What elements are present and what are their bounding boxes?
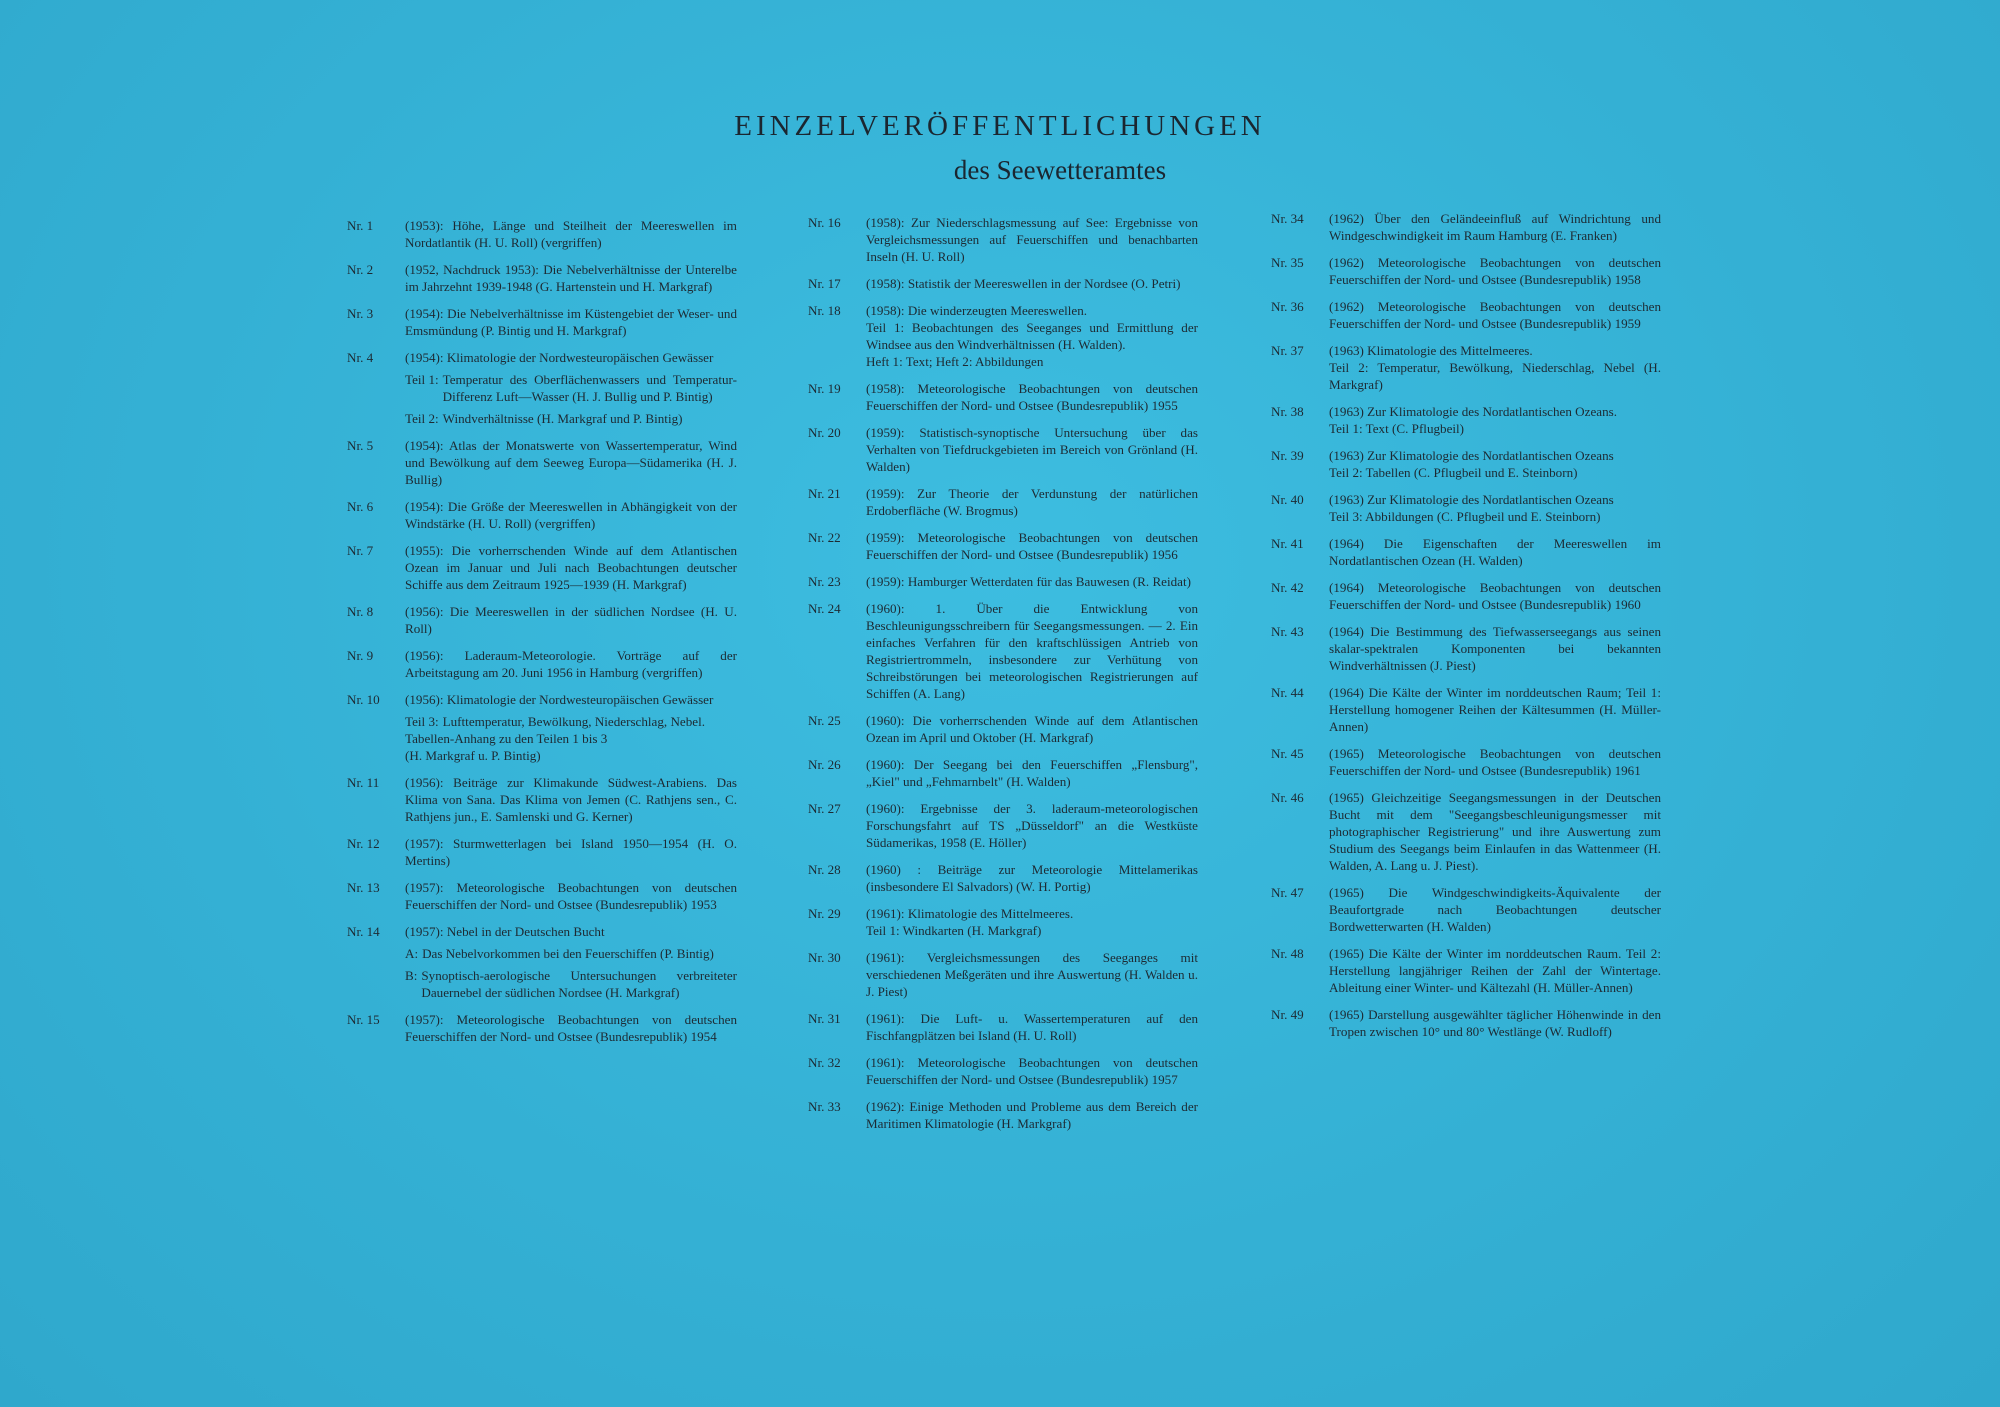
- publication-entry: [347, 603, 737, 637]
- publication-text: (1962): Einige Methoden und Probleme aus dem Bereich der Maritimen Klimatologie (H. Markgraf): [866, 1099, 1198, 1131]
- publication-entry: [347, 498, 737, 532]
- publication-entry: [347, 1011, 737, 1045]
- publication-entry: [808, 275, 1198, 292]
- publication-body: [405, 542, 737, 593]
- publication-body: [1329, 210, 1661, 244]
- publication-number: Nr. 16: [808, 215, 841, 230]
- publication-number: Nr. 23: [808, 574, 841, 589]
- publication-text: (1964) Die Bestimmung des Tiefwasserseegangs aus seinen skalar-spektralen Komponenten bei bekannten Windverhältnissen (J. Piest): [1329, 624, 1661, 673]
- publication-text: (1954): Klimatologie der Nordwesteuropäischen Gewässer: [405, 350, 714, 365]
- publication-body: [1329, 254, 1661, 288]
- publication-body: [866, 861, 1198, 895]
- publication-number: Nr. 35: [1271, 255, 1304, 270]
- publication-text: (1960) : Beiträge zur Meteorologie Mittelamerikas (insbesondere El Salvadors) (W. H. Portig): [866, 862, 1198, 894]
- publication-part-label: B:: [405, 968, 418, 983]
- publication-body: [1329, 945, 1661, 996]
- publication-part-label: Teil 1:: [405, 372, 439, 387]
- publication-column-3: [1271, 210, 1661, 1050]
- publication-body: [405, 261, 737, 295]
- publication-text: (1961): Die Luft- u. Wassertemperaturen auf den Fischfangplätzen bei Island (H. U. Roll): [866, 1011, 1198, 1043]
- publication-text: (1958): Meteorologische Beobachtungen von deutschen Feuerschiffen der Nord- und Ostsee (Bundesrepublik) 1955: [866, 381, 1198, 413]
- publication-entry: [347, 647, 737, 681]
- publication-entry: [808, 424, 1198, 475]
- publication-text: (1956): Beiträge zur Klimakunde Südwest-Arabiens. Das Klima von Sana. Das Klima von Jemen (C. Rathjens sen., C. Rathjens jun., E. Samlenski und G. Kerner): [405, 775, 737, 824]
- publication-body: [866, 424, 1198, 475]
- publication-entry: [808, 756, 1198, 790]
- publication-number: Nr. 46: [1271, 790, 1304, 805]
- publication-number: Nr. 12: [347, 836, 380, 851]
- publication-column-1: [347, 217, 737, 1055]
- publication-body: [1329, 403, 1661, 437]
- publication-text: (1958): Zur Niederschlagsmessung auf See: Ergebnisse von Vergleichsmessungen auf Feuerschiffen und benachbarten Inseln (H. U. Roll): [866, 215, 1198, 264]
- publication-number: Nr. 30: [808, 950, 841, 965]
- publication-entry: [808, 302, 1198, 370]
- publication-text: (1961): Vergleichsmessungen des Seeganges mit verschiedenen Meßgeräten und ihre Auswertung (H. Walden u. J. Piest): [866, 950, 1198, 999]
- publication-entry: [1271, 884, 1661, 935]
- publication-part-text: Temperatur des Oberflächenwassers und Temperatur-Differenz Luft—Wasser (H. J. Bullig und P. Bintig): [442, 372, 737, 404]
- publication-text: (1957): Meteorologische Beobachtungen von deutschen Feuerschiffen der Nord- und Ostsee (Bundesrepublik) 1954: [405, 1012, 737, 1044]
- publication-text: (1965) Darstellung ausgewählter täglicher Höhenwinde in den Tropen zwischen 10° und 80° Westlänge (W. Rudloff): [1329, 1007, 1661, 1039]
- publication-text: (1956): Klimatologie der Nordwesteuropäischen Gewässer: [405, 692, 714, 707]
- publication-body: [1329, 535, 1661, 569]
- publication-entry: [1271, 491, 1661, 525]
- publication-text: (1959): Hamburger Wetterdaten für das Bauwesen (R. Reidat): [866, 574, 1191, 589]
- publication-number: Nr. 43: [1271, 624, 1304, 639]
- publication-number: Nr. 41: [1271, 536, 1304, 551]
- publication-body: [405, 647, 737, 681]
- publication-entry: [347, 691, 737, 764]
- publication-number: Nr. 14: [347, 924, 380, 939]
- publication-number: Nr. 1: [347, 218, 374, 233]
- publication-entry: [808, 949, 1198, 1000]
- publication-entry: [347, 305, 737, 339]
- publication-text: (1954): Atlas der Monatswerte von Wassertemperatur, Wind und Bewölkung auf dem Seeweg Europa—Südamerika (H. J. Bullig): [405, 438, 737, 487]
- publication-body: [866, 800, 1198, 851]
- publication-entry: [1271, 535, 1661, 569]
- publication-note: Tabellen-Anhang zu den Teilen 1 bis 3 (H. Markgraf u. P. Bintig): [405, 731, 608, 763]
- publication-text: (1963) Zur Klimatologie des Nordatlantischen Ozeans Teil 3: Abbildungen (C. Pflugbeil und E. Steinborn): [1329, 492, 1614, 524]
- publication-body: [866, 214, 1198, 265]
- publication-text: (1959): Statistisch-synoptische Untersuchung über das Verhalten von Tiefdruckgebieten im Bereich von Grönland (H. Walden): [866, 425, 1198, 474]
- publication-text: (1963) Zur Klimatologie des Nordatlantischen Ozeans. Teil 1: Text (C. Pflugbeil): [1329, 404, 1617, 436]
- publication-entry: [347, 923, 737, 1001]
- publication-number: Nr. 47: [1271, 885, 1304, 900]
- publication-part-label: Teil 3:: [405, 714, 439, 729]
- publication-number: Nr. 8: [347, 604, 374, 619]
- publication-entry: [347, 349, 737, 427]
- publication-number: Nr. 49: [1271, 1007, 1304, 1022]
- publication-entry: [1271, 342, 1661, 393]
- publication-part-text: Lufttemperatur, Bewölkung, Niederschlag, Nebel.: [442, 714, 705, 729]
- publication-number: Nr. 19: [808, 381, 841, 396]
- publication-body: [405, 774, 737, 825]
- publication-text: (1965) Gleichzeitige Seegangsmessungen in der Deutschen Bucht mit dem "Seegangsbeschleunigungsmesser mit photographischer Registrierung" und ihre Auswertung zum Studium des Seegangs beim Einlaufen in das Wattenmeer (H. Walden, A. Lang u. J. Piest).: [1329, 790, 1661, 873]
- publication-number: Nr. 9: [347, 648, 374, 663]
- publication-entry: [808, 1054, 1198, 1088]
- publication-entry: [1271, 684, 1661, 735]
- publication-body: [1329, 491, 1661, 525]
- publication-number: Nr. 20: [808, 425, 841, 440]
- publication-number: Nr. 36: [1271, 299, 1304, 314]
- publication-entry: [808, 529, 1198, 563]
- publication-entry: [1271, 403, 1661, 437]
- publication-number: Nr. 45: [1271, 746, 1304, 761]
- publication-entry: [808, 380, 1198, 414]
- publication-number: Nr. 32: [808, 1055, 841, 1070]
- publication-number: Nr. 5: [347, 438, 374, 453]
- publication-entry: [347, 835, 737, 869]
- publication-body: [866, 1054, 1198, 1088]
- publication-number: Nr. 6: [347, 499, 374, 514]
- publication-number: Nr. 22: [808, 530, 841, 545]
- publication-number: Nr. 38: [1271, 404, 1304, 419]
- publication-text: (1960): Ergebnisse der 3. laderaum-meteorologischen Forschungsfahrt auf TS „Düsseldorf" an die Westküste Südamerikas, 1958 (E. Höller): [866, 801, 1198, 850]
- publication-entry: [1271, 447, 1661, 481]
- publication-entry: [1271, 789, 1661, 874]
- publication-part-label: Teil 2:: [405, 411, 439, 426]
- publication-body: [1329, 298, 1661, 332]
- publication-entry: [808, 861, 1198, 895]
- publication-number: Nr. 27: [808, 801, 841, 816]
- publication-body: [1329, 745, 1661, 779]
- publication-number: Nr. 29: [808, 906, 841, 921]
- publication-entry: [808, 1098, 1198, 1132]
- publication-entry: [347, 437, 737, 488]
- publication-number: Nr. 40: [1271, 492, 1304, 507]
- publication-body: [866, 573, 1198, 590]
- publication-text: (1953): Höhe, Länge und Steilheit der Meereswellen im Nordatlantik (H. U. Roll) (vergriffen): [405, 218, 737, 250]
- publication-body: [866, 302, 1198, 370]
- publication-entry: [808, 905, 1198, 939]
- publication-part: [405, 967, 737, 1001]
- publication-entry: [1271, 210, 1661, 244]
- publication-number: Nr. 13: [347, 880, 380, 895]
- publication-entry: [808, 485, 1198, 519]
- publication-text: (1956): Die Meereswellen in der südlichen Nordsee (H. U. Roll): [405, 604, 737, 636]
- publication-body: [866, 275, 1198, 292]
- publication-text: (1956): Laderaum-Meteorologie. Vorträge auf der Arbeitstagung am 20. Juni 1956 in Hamburg (vergriffen): [405, 648, 737, 680]
- publication-text: (1957): Nebel in der Deutschen Bucht: [405, 924, 605, 939]
- publication-text: (1960): Die vorherrschenden Winde auf dem Atlantischen Ozean im April und Oktober (H. Markgraf): [866, 713, 1198, 745]
- publication-part-text: Windverhältnisse (H. Markgraf und P. Bintig): [442, 411, 683, 426]
- publication-body: [866, 529, 1198, 563]
- publication-text: (1964) Meteorologische Beobachtungen von deutschen Feuerschiffen der Nord- und Ostsee (Bundesrepublik) 1960: [1329, 580, 1661, 612]
- publication-text: (1965) Die Windgeschwindigkeits-Äquivalente der Beaufortgrade nach Beobachtungen deutscher Bordwetterwarten (H. Walden): [1329, 885, 1661, 934]
- publication-entry: [1271, 579, 1661, 613]
- publication-number: Nr. 31: [808, 1011, 841, 1026]
- publication-entry: [1271, 945, 1661, 996]
- publication-body: [405, 305, 737, 339]
- publication-body: [1329, 447, 1661, 481]
- publication-body: [866, 600, 1198, 702]
- publication-entry: [1271, 298, 1661, 332]
- publication-body: [1329, 884, 1661, 935]
- publication-body: [405, 691, 737, 764]
- publication-number: Nr. 15: [347, 1012, 380, 1027]
- publication-part-label: A:: [405, 946, 419, 961]
- publication-body: [405, 879, 737, 913]
- publication-number: Nr. 10: [347, 692, 380, 707]
- publication-body: [866, 756, 1198, 790]
- publication-number: Nr. 37: [1271, 343, 1304, 358]
- publication-entry: [1271, 623, 1661, 674]
- publication-text: (1961): Meteorologische Beobachtungen von deutschen Feuerschiffen der Nord- und Ostsee (Bundesrepublik) 1957: [866, 1055, 1198, 1087]
- publication-text: (1955): Die vorherrschenden Winde auf dem Atlantischen Ozean im Januar und Juli nach Beobachtungen deutscher Schiffe aus dem Zeitraum 1925—1939 (H. Markgraf): [405, 543, 737, 592]
- publication-body: [1329, 579, 1661, 613]
- publication-number: Nr. 34: [1271, 211, 1304, 226]
- publication-text: (1957): Sturmwetterlagen bei Island 1950—1954 (H. O. Mertins): [405, 836, 737, 868]
- publication-text: (1952, Nachdruck 1953): Die Nebelverhältnisse der Unterelbe im Jahrzehnt 1939-1948 (G. Hartenstein und H. Markgraf): [405, 262, 737, 294]
- page-title: EINZELVERÖFFENTLICHUNGEN: [734, 110, 1266, 142]
- publication-body: [1329, 342, 1661, 393]
- publication-entry: [808, 800, 1198, 851]
- publication-body: [405, 923, 737, 1001]
- publication-entry: [1271, 1006, 1661, 1040]
- publication-body: [866, 485, 1198, 519]
- publication-body: [866, 1098, 1198, 1132]
- publication-text: (1958): Die winderzeugten Meereswellen. Teil 1: Beobachtungen des Seeganges und Ermittlung der Windsee aus den Windverhältnissen (H. Walden). Heft 1: Text; Heft 2: Abbildungen: [866, 303, 1198, 369]
- publication-text: (1957): Meteorologische Beobachtungen von deutschen Feuerschiffen der Nord- und Ostsee (Bundesrepublik) 1953: [405, 880, 737, 912]
- publication-text: (1964) Die Kälte der Winter im norddeutschen Raum; Teil 1: Herstellung homogener Reihen der Kältesummen (H. Müller-Annen): [1329, 685, 1661, 734]
- publication-body: [866, 905, 1198, 939]
- publication-number: Nr. 39: [1271, 448, 1304, 463]
- publication-number: Nr. 33: [808, 1099, 841, 1114]
- publication-number: Nr. 11: [347, 775, 380, 790]
- publication-body: [405, 217, 737, 251]
- publication-entry: [808, 600, 1198, 702]
- publication-number: Nr. 42: [1271, 580, 1304, 595]
- publication-column-2: [808, 214, 1198, 1142]
- publication-entry: [347, 879, 737, 913]
- publication-entry: [808, 573, 1198, 590]
- publication-part-text: Synoptisch-aerologische Untersuchungen verbreiteter Dauernebel der südlichen Nordsee (H. Markgraf): [421, 968, 737, 1000]
- publication-text: (1965) Meteorologische Beobachtungen von deutschen Feuerschiffen der Nord- und Ostsee (Bundesrepublik) 1961: [1329, 746, 1661, 778]
- publication-number: Nr. 18: [808, 303, 841, 318]
- publication-number: Nr. 4: [347, 350, 374, 365]
- publication-part: [405, 713, 737, 730]
- publication-entry: [347, 217, 737, 251]
- publication-body: [405, 437, 737, 488]
- publication-entry: [1271, 745, 1661, 779]
- publication-body: [405, 1011, 737, 1045]
- publication-number: Nr. 44: [1271, 685, 1304, 700]
- publication-part: [405, 371, 737, 405]
- publication-body: [1329, 623, 1661, 674]
- publication-body: [405, 603, 737, 637]
- publication-number: Nr. 17: [808, 276, 841, 291]
- publication-number: Nr. 24: [808, 601, 841, 616]
- publication-number: Nr. 26: [808, 757, 841, 772]
- publication-text: (1958): Statistik der Meereswellen in der Nordsee (O. Petri): [866, 276, 1181, 291]
- publication-text: (1954): Die Nebelverhältnisse im Küstengebiet der Weser- und Emsmündung (P. Bintig und H. Markgraf): [405, 306, 737, 338]
- publication-entry: [347, 774, 737, 825]
- publication-body: [1329, 789, 1661, 874]
- publication-body: [866, 949, 1198, 1000]
- publication-text: (1962) Meteorologische Beobachtungen von deutschen Feuerschiffen der Nord- und Ostsee (Bundesrepublik) 1958: [1329, 255, 1661, 287]
- publication-text: (1963) Klimatologie des Mittelmeeres. Teil 2: Temperatur, Bewölkung, Niederschlag, Nebel (H. Markgraf): [1329, 343, 1661, 392]
- publication-entry: [347, 542, 737, 593]
- publication-body: [405, 349, 737, 427]
- publication-entry: [808, 712, 1198, 746]
- publication-entry: [347, 261, 737, 295]
- publication-number: Nr. 7: [347, 543, 374, 558]
- publication-text: (1962) Meteorologische Beobachtungen von deutschen Feuerschiffen der Nord- und Ostsee (Bundesrepublik) 1959: [1329, 299, 1661, 331]
- publication-part: [405, 945, 737, 962]
- publication-entry: [808, 1010, 1198, 1044]
- publication-body: [1329, 684, 1661, 735]
- publication-body: [866, 380, 1198, 414]
- publication-text: (1954): Die Größe der Meereswellen in Abhängigkeit von der Windstärke (H. U. Roll) (vergriffen): [405, 499, 737, 531]
- publication-text: (1960): 1. Über die Entwicklung von Beschleunigungsschreibern für Seegangsmessungen. — 2. Ein einfaches Verfahren für den kraftschlüssigen Antrieb von Registriertrommeln, insbesondere zur Verhütung von Schreibstörungen bei meteorologischen Registrierungen auf Schiffen (A. Lang): [866, 601, 1198, 701]
- publication-text: (1959): Zur Theorie der Verdunstung der natürlichen Erdoberfläche (W. Brogmus): [866, 486, 1198, 518]
- publication-number: Nr. 3: [347, 306, 374, 321]
- page-subtitle: des Seewetteramtes: [953, 155, 1167, 185]
- publication-body: [866, 1010, 1198, 1044]
- publication-text: (1965) Die Kälte der Winter im norddeutschen Raum. Teil 2: Herstellung langjähriger Reihen der Zahl der Wintertage. Ableitung einer Winter- und Kältezahl (H. Müller-Annen): [1329, 946, 1661, 995]
- publication-body: [405, 835, 737, 869]
- publication-text: (1960): Der Seegang bei den Feuerschiffen „Flensburg", „Kiel" und „Fehmarnbelt" (H. Walden): [866, 757, 1198, 789]
- publication-body: [866, 712, 1198, 746]
- publication-text: (1959): Meteorologische Beobachtungen von deutschen Feuerschiffen der Nord- und Ostsee (Bundesrepublik) 1956: [866, 530, 1198, 562]
- publication-number: Nr. 2: [347, 262, 374, 277]
- publication-number: Nr. 25: [808, 713, 841, 728]
- publication-part-text: Das Nebelvorkommen bei den Feuerschiffen (P. Bintig): [422, 946, 714, 961]
- publication-text: (1961): Klimatologie des Mittelmeeres. Teil 1: Windkarten (H. Markgraf): [866, 906, 1074, 938]
- publication-number: Nr. 48: [1271, 946, 1304, 961]
- publication-entry: [1271, 254, 1661, 288]
- publication-text: (1963) Zur Klimatologie des Nordatlantischen Ozeans Teil 2: Tabellen (C. Pflugbeil und E. Steinborn): [1329, 448, 1614, 480]
- publication-number: Nr. 21: [808, 486, 841, 501]
- publication-text: (1964) Die Eigenschaften der Meereswellen im Nordatlantischen Ozean (H. Walden): [1329, 536, 1661, 568]
- publication-text: (1962) Über den Geländeeinfluß auf Windrichtung und Windgeschwindigkeit im Raum Hamburg (E. Franken): [1329, 211, 1661, 243]
- publication-body: [1329, 1006, 1661, 1040]
- publication-entry: [808, 214, 1198, 265]
- publication-body: [405, 498, 737, 532]
- publication-number: Nr. 28: [808, 862, 841, 877]
- publication-part: [405, 410, 737, 427]
